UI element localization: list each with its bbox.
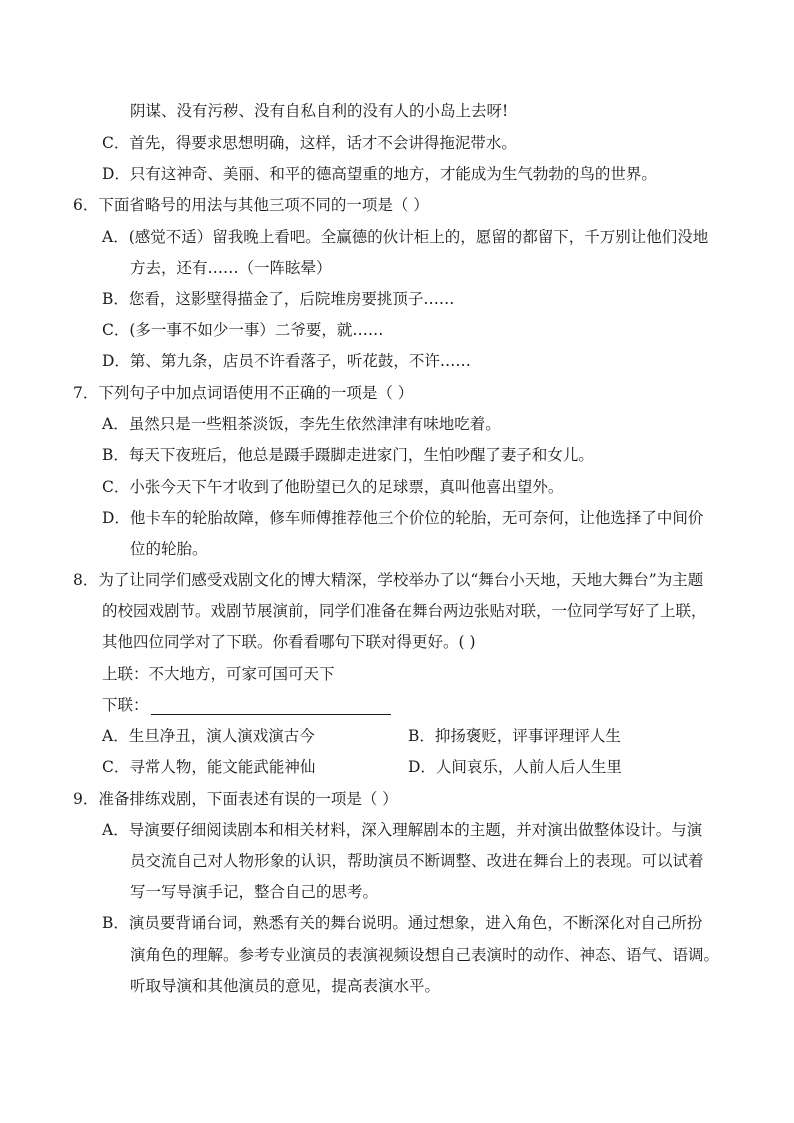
q9-option-a: A．导演要仔细阅读剧本和相关材料，深入理解剧本的主题，并对演出做整体设计。与演	[102, 821, 703, 839]
question-6-stem: 6．下面省略号的用法与其他三项不同的一项是（ ）	[73, 196, 429, 214]
q8-lower-couplet-label: 下联：	[102, 696, 149, 714]
q8-option-d: D．人间哀乐，人前人后人生里	[408, 758, 622, 776]
q8-stem-line-3: 其他四位同学对了下联。你看看哪句下联对得更好。( )	[102, 633, 476, 651]
question-8-stem: 8．为了让同学们感受戏剧文化的博大精深，学校举办了以“舞台小天地，天地大舞台”为主题	[73, 571, 704, 589]
q7-option-a: A．虽然只是一些粗茶淡饭，李先生依然津津有味地吃着。	[102, 415, 501, 433]
q7-option-d: D．他卡车的轮胎故障，修车师傅推荐他三个价位的轮胎，无可奈何，让他选择了中间价	[102, 509, 704, 527]
q8-option-b: B．抑扬褒贬，评事评理评人生	[408, 727, 621, 745]
q6-option-a-continuation: 方去，还有……（一阵眩晕）	[130, 259, 332, 277]
q9-option-b-line-3: 听取导演和其他演员的意见，提高表演水平。	[130, 977, 441, 995]
q5-option-d: D．只有这神奇、美丽、和平的德高望重的地方，才能成为生气勃勃的鸟的世界。	[102, 165, 657, 183]
question-9-stem: 9．准备排练戏剧，下面表述有误的一项是（ ）	[73, 790, 398, 808]
q8-option-c: C．寻常人物，能文能武能神仙	[102, 758, 316, 776]
q6-option-d: D．第、第九条，店员不许看落子，听花鼓，不许……	[102, 352, 471, 370]
question-7-stem: 7．下列句子中加点词语使用不正确的一项是（ ）	[73, 384, 414, 402]
q7-option-d-continuation: 位的轮胎。	[130, 540, 208, 558]
q8-upper-couplet: 上联：不大地方，可家可国可天下	[102, 665, 335, 683]
q8-stem-line-2: 的校园戏剧节。戏剧节展演前，同学们准备在舞台两边张贴对联，一位同学写好了上联，	[102, 602, 707, 620]
answer-blank[interactable]	[151, 698, 391, 715]
q5-option-b-continuation: 阴谋、没有污秽、没有自私自利的没有人的小岛上去呀!	[130, 102, 509, 120]
q9-option-a-line-2: 员交流自己对人物形象的认识，帮助演员不断调整、改进在舞台上的表现。可以试着	[130, 852, 704, 870]
q6-option-b: B．您看，这影壁得描金了，后院堆房要挑顶子……	[102, 290, 455, 308]
q6-option-a: A．(感觉不适）留我晚上看吧。全赢德的伙计柜上的，愿留的都留下，千万别让他们没地	[102, 228, 709, 246]
q8-lower-couplet	[102, 695, 391, 715]
q6-option-c: C．(多一事不如少一事）二爷要，就……	[102, 321, 384, 339]
q8-option-a: A．生旦净丑，演人演戏演古今	[102, 727, 315, 745]
q9-option-a-line-3: 写一写导演手记，整合自己的思考。	[130, 883, 379, 901]
q7-option-b: B．每天下夜班后，他总是蹑手蹑脚走进家门，生怕吵醒了妻子和女儿。	[102, 446, 594, 464]
q9-option-b: B．演员要背诵台词，熟悉有关的舞台说明。通过想象，进入角色，不断深化对自己所扮	[102, 914, 703, 932]
q7-option-c: C．小张今天下午才收到了他盼望已久的足球票，真叫他喜出望外。	[102, 478, 564, 496]
q5-option-c: C．首先，得要求思想明确，这样，话才不会讲得拖泥带水。	[102, 134, 517, 152]
q9-option-b-line-2: 演角色的理解。参考专业演员的表演视频设想自己表演时的动作、神态、语气、语调。	[130, 946, 720, 964]
